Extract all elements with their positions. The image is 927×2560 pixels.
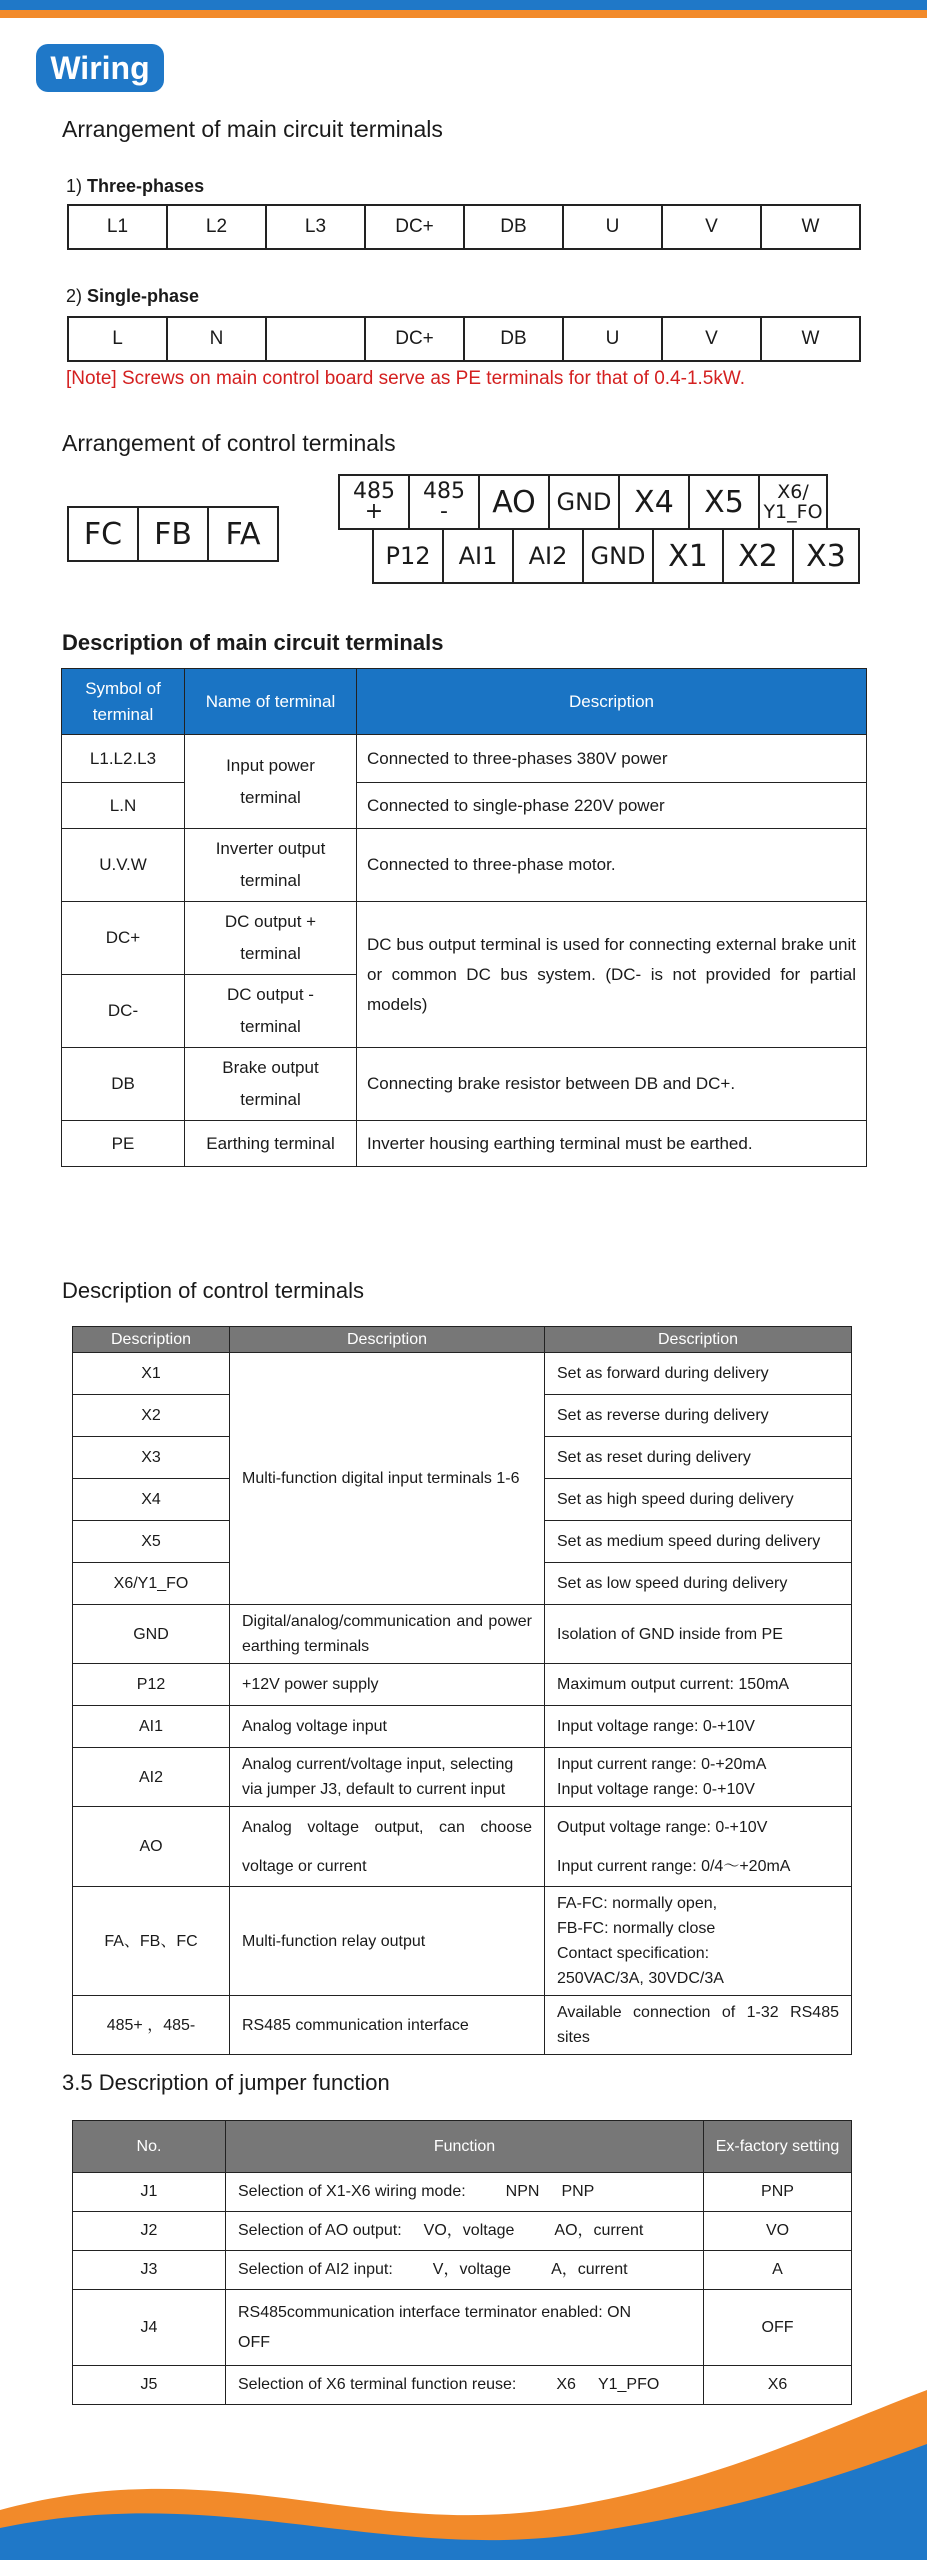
table-row: X5 Set as medium speed during delivery: [73, 1521, 852, 1563]
table-row: J3 Selection of AI2 input: V，voltage A，current A: [73, 2251, 852, 2290]
table-row: L.N Connected to single-phase 220V power: [62, 783, 867, 829]
table-row: AI2 Analog current/voltage input, selecting via jumper J3, default to current input Input current range: 0-+20mA Input voltage range: 0-+10V: [73, 1748, 852, 1807]
ao-function-cell: Analog voltage output, can choose voltage or current: [230, 1807, 545, 1887]
jumper-heading: 3.5 Description of jumper function: [62, 2070, 390, 2095]
column-header: Description: [357, 669, 867, 735]
terminal-cell: X3: [806, 538, 846, 574]
relay-terminal-block: [67, 506, 279, 562]
terminal-cell: DC+: [365, 317, 464, 361]
top-orange-stripe: [0, 10, 927, 18]
terminal-cell: V: [662, 205, 761, 249]
terminal-cell: DC+: [365, 205, 464, 249]
terminal-cell: FB: [139, 508, 209, 560]
table-row: AO Analog voltage output, can choose voltage or current Output voltage range: 0-+10V Input current range: 0/4～+20mA: [73, 1807, 852, 1887]
table-row: X3 Set as reset during delivery: [73, 1437, 852, 1479]
table-row: GND Digital/analog/communication and power earthing terminals Isolation of GND inside from PE: [73, 1605, 852, 1664]
column-header: No.: [73, 2121, 226, 2173]
terminal-cell: GND: [550, 476, 620, 528]
terminal-cell: AO: [480, 476, 550, 528]
main-arrangement-heading: Arrangement of main circuit terminals: [62, 116, 443, 142]
three-phase-terminal-strip: [67, 204, 861, 250]
table-row: J5 Selection of X6 terminal function reuse: X6 Y1_PFO X6: [73, 2366, 852, 2405]
terminal-cell: AI1: [444, 530, 514, 582]
ai2-desc-cell: Input current range: 0-+20mA Input voltage range: 0-+10V: [545, 1748, 852, 1807]
three-phase-label: 1) Three-phases: [66, 176, 205, 196]
terminal-cell: X2: [724, 530, 794, 582]
column-header: Function: [226, 2121, 704, 2173]
terminal-cell: U: [563, 317, 662, 361]
terminal-cell: X6/ Y1_FO: [763, 481, 823, 523]
main-circuit-table: [61, 668, 867, 1167]
relay-desc-cell: FA-FC: normally open, FB-FC: normally close Contact specification: 250VAC/3A, 30VDC/3A: [545, 1887, 852, 1996]
terminal-cell: X4: [620, 476, 690, 528]
table-row: L1.L2.L3 Input power terminal Connected to three-phases 380V power: [62, 735, 867, 783]
column-header: Description: [73, 1327, 230, 1353]
terminal-cell: W: [761, 205, 860, 249]
terminal-cell: L1: [68, 205, 167, 249]
table-row: DC+ DC output + terminal DC bus output terminal is used for connecting external brake unit or common DC bus system. (DC- is not provided for partial models): [62, 902, 867, 975]
column-header: Symbol of terminal: [62, 669, 185, 735]
terminal-cell: DB: [464, 317, 563, 361]
table-row: J4 RS485communication interface terminator enabled: ON OFF OFF: [73, 2290, 852, 2366]
table-row: FA、FB、FC Multi-function relay output FA-FC: normally open, FB-FC: normally close Contact specification: 250VAC/3A, 30VDC/3A: [73, 1887, 852, 1996]
terminal-cell: X5: [690, 476, 760, 528]
terminal-cell: P12: [374, 530, 444, 582]
column-header: Description: [545, 1327, 852, 1353]
pe-terminal-note: [Note] Screws on main control board serve as PE terminals for that of 0.4-1.5kW.: [66, 368, 746, 389]
terminal-cell: 485 +: [340, 476, 410, 528]
terminal-cell: X1: [654, 530, 724, 582]
column-header: Name of terminal: [185, 669, 357, 735]
ao-desc-cell: Output voltage range: 0-+10V Input current range: 0/4～+20mA: [545, 1807, 852, 1887]
table-row: J1 Selection of X1-X6 wiring mode: NPN PNP PNP: [73, 2173, 852, 2212]
top-blue-stripe: [0, 0, 927, 10]
table-row: DB Brake output terminal Connecting brake resistor between DB and DC+.: [62, 1048, 867, 1121]
table-row: X2 Set as reverse during delivery: [73, 1395, 852, 1437]
terminal-cell: L3: [266, 205, 365, 249]
terminal-cell: W: [761, 317, 860, 361]
control-desc-heading: Description of control terminals: [62, 1278, 365, 1303]
terminal-cell: FC: [69, 508, 139, 560]
terminal-cell: U: [563, 205, 662, 249]
terminal-cell: 485 -: [410, 476, 480, 528]
table-row: P12 +12V power supply Maximum output current: 150mA: [73, 1664, 852, 1706]
terminal-cell: DB: [464, 205, 563, 249]
control-terminal-top-row: [338, 474, 828, 530]
terminal-cell: V: [662, 317, 761, 361]
single-phase-label: 2) Single-phase: [66, 286, 200, 306]
column-header: Ex-factory setting: [704, 2121, 852, 2173]
bottom-wave-decoration: [0, 2390, 927, 2560]
main-desc-heading: Description of main circuit terminals: [62, 630, 444, 655]
table-row: DC- DC output - terminal: [62, 975, 867, 1048]
table-row: J2 Selection of AO output: VO，voltage AO，current VO: [73, 2212, 852, 2251]
terminal-cell: L: [68, 317, 167, 361]
control-arrangement-heading: Arrangement of control terminals: [62, 430, 396, 456]
control-terminal-table: [72, 1326, 852, 2055]
terminal-cell: AI2: [514, 530, 584, 582]
table-row: X6/Y1_FO Set as low speed during delivery: [73, 1563, 852, 1605]
terminal-cell: FA: [225, 516, 261, 552]
table-row: 485+ ，485- RS485 communication interface Available connection of 1-32 RS485 sites: [73, 1996, 852, 2055]
terminal-cell: N: [167, 317, 266, 361]
table-row: PE Earthing terminal Inverter housing earthing terminal must be earthed.: [62, 1121, 867, 1167]
section-title-badge: Wiring: [36, 44, 164, 92]
terminal-cell: [266, 317, 365, 361]
control-terminal-bottom-row: [372, 528, 860, 584]
jumper-table: [72, 2120, 852, 2405]
column-header: Description: [230, 1327, 545, 1353]
table-row: AI1 Analog voltage input Input voltage range: 0-+10V: [73, 1706, 852, 1748]
single-phase-terminal-strip: [67, 316, 861, 362]
table-row: U.V.W Inverter output terminal Connected to three-phase motor.: [62, 829, 867, 902]
table-row: X4 Set as high speed during delivery: [73, 1479, 852, 1521]
terminal-cell: GND: [584, 530, 654, 582]
terminal-cell: L2: [167, 205, 266, 249]
table-row: X1 Multi-function digital input terminals 1-6 Set as forward during delivery: [73, 1353, 852, 1395]
